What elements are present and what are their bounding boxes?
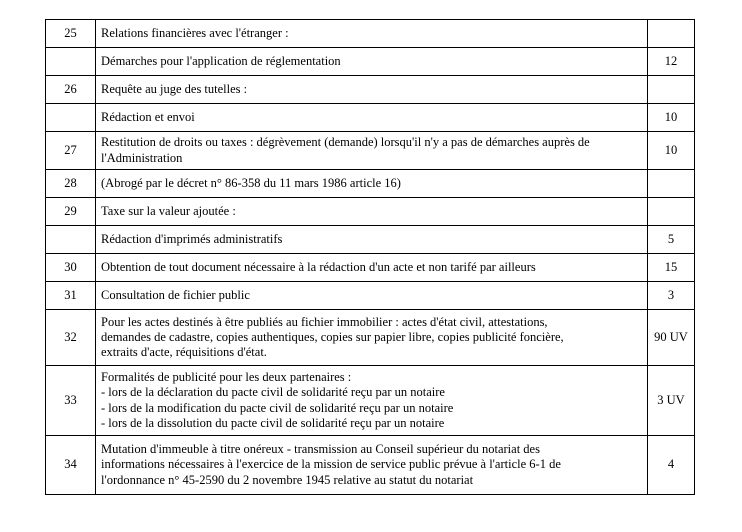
table-row	[46, 226, 695, 254]
tariff-value-cell: 3 UV	[648, 366, 695, 436]
table-row	[46, 48, 695, 76]
description-cell	[96, 48, 648, 76]
description-line: Formalités de publicité pour les deux partenaires :	[101, 370, 352, 384]
tariff-value-cell	[648, 198, 695, 226]
description-line: Pour les actes destinés à être publiés au fichier immobilier : actes d'état civil, attestations,	[101, 314, 548, 329]
description-cell	[96, 310, 648, 366]
description-line: Rédaction et envoi	[101, 109, 195, 124]
tariff-value-cell: 10	[648, 104, 695, 132]
description-line: demandes de cadastre, copies authentiques, copies sur papier libre, copies publicité foncière,	[101, 329, 564, 344]
description-line: Démarches pour l'application de réglementation	[101, 53, 341, 68]
description-cell	[96, 366, 648, 436]
table-row	[46, 310, 695, 366]
description-cell	[96, 198, 648, 226]
description-line: extraits d'acte, réquisitions d'état.	[101, 345, 267, 360]
description-cell	[96, 436, 648, 495]
tariff-value-cell: 3	[648, 282, 695, 310]
tariff-value-cell: 5	[648, 226, 695, 254]
tariff-value-cell: 90 UV	[648, 310, 695, 366]
description-line: l'ordonnance n° 45-2590 du 2 novembre 1945 relative au statut du notariat	[101, 472, 474, 487]
article-number-cell: 27	[46, 132, 96, 170]
description-line: Consultation de fichier public	[101, 287, 250, 302]
article-number-cell	[46, 48, 96, 76]
description-line: Rédaction d'imprimés administratifs	[101, 231, 283, 246]
table-row	[46, 282, 695, 310]
table-row	[46, 170, 695, 198]
table-row	[46, 132, 695, 170]
table-row	[46, 76, 695, 104]
tariff-value-cell: 10	[648, 132, 695, 170]
article-number-cell: 30	[46, 254, 96, 282]
description-line: - lors de la déclaration du pacte civil de solidarité reçu par un notaire	[101, 385, 445, 400]
description-line: Mutation d'immeuble à titre onéreux - transmission au Conseil supérieur du notariat des	[101, 442, 540, 457]
description-cell	[96, 254, 648, 282]
description-line: Taxe sur la valeur ajoutée :	[101, 203, 236, 218]
tariff-table-body	[46, 20, 695, 495]
article-number-cell: 33	[46, 366, 96, 436]
tariff-value-cell: 15	[648, 254, 695, 282]
table-row	[46, 254, 695, 282]
article-number-cell: 26	[46, 76, 96, 104]
description-line: (Abrogé par le décret n° 86-358 du 11 mars 1986 article 16)	[101, 175, 401, 190]
article-number-cell	[46, 104, 96, 132]
article-number-cell: 32	[46, 310, 96, 366]
article-number-cell	[46, 226, 96, 254]
tariff-value-cell	[648, 76, 695, 104]
article-number-cell: 28	[46, 170, 96, 198]
article-number-cell: 29	[46, 198, 96, 226]
description-line: Obtention de tout document nécessaire à la rédaction d'un acte et non tarifé par ailleurs	[101, 259, 536, 274]
tariff-value-cell	[648, 170, 695, 198]
description-line: Requête au juge des tutelles :	[101, 81, 248, 96]
description-line: informations nécessaires à l'exercice de la mission de service public prévue à l'article 6-1 de	[101, 457, 561, 472]
description-cell	[96, 104, 648, 132]
description-line: - lors de la modification du pacte civil de solidarité reçu par un notaire	[101, 400, 454, 415]
description-cell	[96, 226, 648, 254]
description-cell	[96, 20, 648, 48]
description-line: Relations financières avec l'étranger :	[101, 25, 289, 40]
description-cell	[96, 170, 648, 198]
tariff-value-cell: 4	[648, 436, 695, 495]
table-row	[46, 366, 695, 436]
tariff-table	[45, 19, 695, 495]
article-number-cell: 25	[46, 20, 96, 48]
description-line: - lors de la dissolution du pacte civil de solidarité reçu par un notaire	[101, 415, 445, 430]
article-number-cell: 31	[46, 282, 96, 310]
table-row	[46, 20, 695, 48]
table-row	[46, 198, 695, 226]
description-line: Restitution de droits ou taxes : dégrèvement (demande) lorsqu'il n'y a pas de démarches auprès de	[101, 135, 590, 150]
table-row	[46, 104, 695, 132]
description-line: l'Administration	[101, 150, 183, 165]
description-cell	[96, 76, 648, 104]
tariff-value-cell: 12	[648, 48, 695, 76]
table-row	[46, 436, 695, 495]
article-number-cell: 34	[46, 436, 96, 495]
description-cell	[96, 132, 648, 170]
description-cell	[96, 282, 648, 310]
tariff-value-cell	[648, 20, 695, 48]
